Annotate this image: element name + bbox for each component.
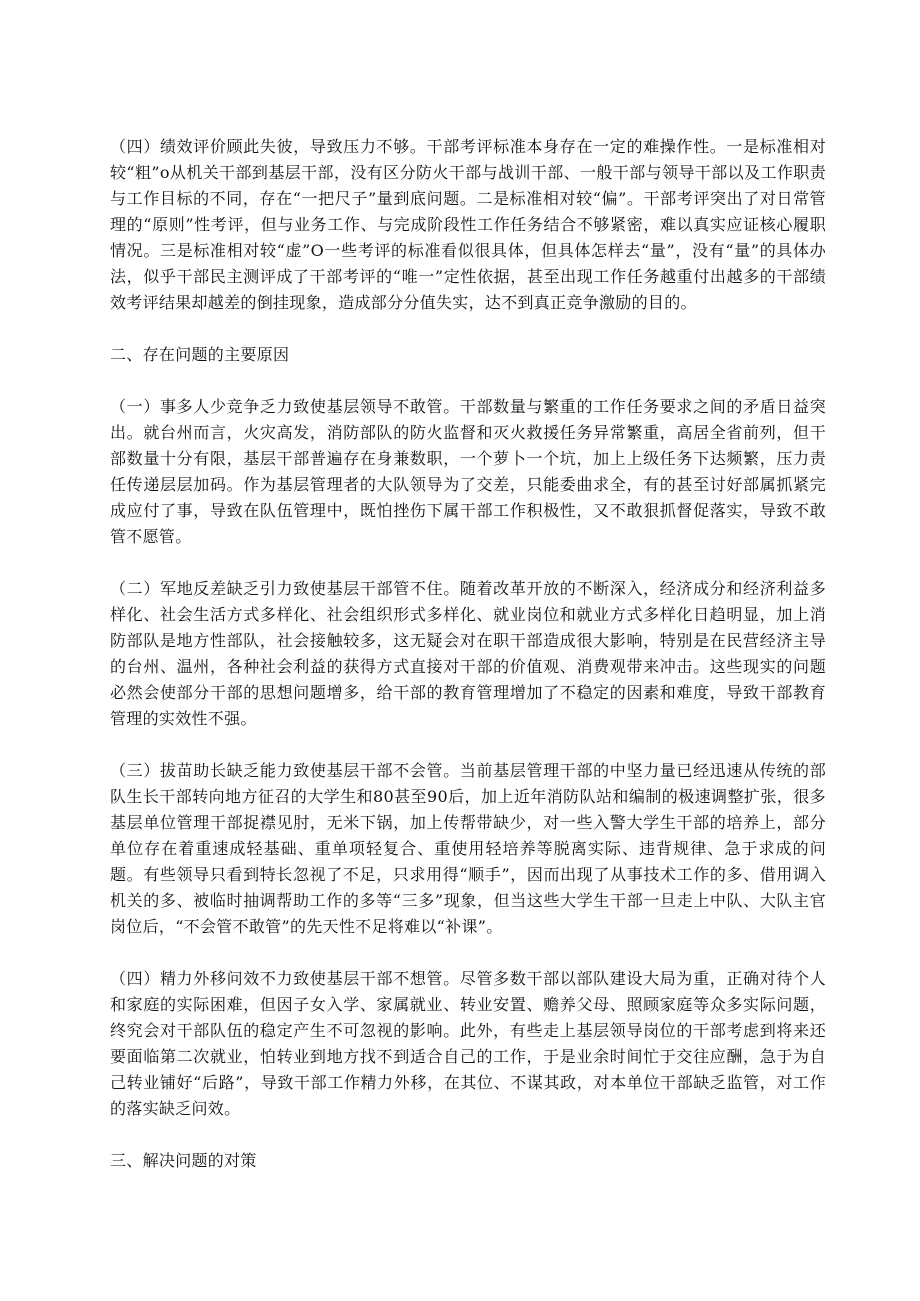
paragraph-cause-3: （三）拔苗助长缺乏能力致使基层干部不会管。当前基层管理干部的中坚力量已经迅速从传统的部队生长干部转向地方征召的大学生和80甚至90后，加上近年消防队站和编制的极速调整扩张，很多基层单位管理干部捉襟见肘，无米下锅，加上传帮带缺少，对一些入警大学生干部的培养上，部分单位存在着重速成轻基础、重单项轻复合、重使用轻培养等脱离实际、违背规律、急于求成的问题。有些领导只看到特长忽视了不足，只求用得“顺手”，因而出现了从事技术工作的多、借用调入机关的多、被临时抽调帮助工作的多等“三多”现象，但当这些大学生干部一旦走上中队、大队主官岗位后，“不会管不敢管”的先天性不足将难以“补课”。 <box>110 761 826 936</box>
section-heading-countermeasures: 三、解决问题的对策 <box>110 1151 257 1170</box>
paragraph-performance-evaluation: （四）绩效评价顾此失彼，导致压力不够。干部考评标准本身存在一定的难操作性。一是标准相对较“粗”o从机关干部到基层干部，没有区分防火干部与战训干部、一般干部与领导干部以及工作职责与工作目标的不同，存在“一把尺子”量到底问题。二是标准相对较“偏”。干部考评突出了对日常管理的“原则”性考评，但与业务工作、与完成阶段性工作任务结合不够紧密，难以真实应证核心履职情况。三是标准相对较“虚”O一些考评的标准看似很具体，但具体怎样去“量”，没有“量”的具体办法，似乎干部民主测评成了干部考评的“唯一”定性依据，甚至出现工作任务越重付出越多的干部绩效考评结果却越差的倒挂现象，造成部分分值失实，达不到真正竞争激励的目的。 <box>110 137 826 312</box>
section-heading-main-causes: 二、存在问题的主要原因 <box>110 345 290 364</box>
paragraph-cause-2: （二）军地反差缺乏引力致使基层干部管不住。随着改革开放的不断深入，经济成分和经济利益多样化、社会生活方式多样化、社会组织形式多样化、就业岗位和就业方式多样化日趋明显，加上消防部队是地方性部队，社会接触较多，这无疑会对在职干部造成很大影响，特别是在民营经济主导的台州、温州，各种社会利益的获得方式直接对干部的价值观、消费观带来冲击。这些现实的问题必然会使部分干部的思想问题增多，给干部的教育管理增加了不稳定的因素和难度，导致干部教育管理的实效性不强。 <box>110 579 826 728</box>
document-body <box>110 134 826 1200</box>
paragraph-cause-1: （一）事多人少竞争乏力致使基层领导不敢管。干部数量与繁重的工作任务要求之间的矛盾日益突出。就台州而言，火灾高发，消防部队的防火监督和灭火救援任务异常繁重，高居全省前列，但干部数量十分有限，基层干部普遍存在身兼数职，一个萝卜一个坑，加上上级任务下达频繁，压力责任传递层层加码。作为基层管理者的大队领导为了交差，只能委曲求全，有的甚至讨好部属抓紧完成应付了事，导致在队伍管理中，既怕挫伤下属干部工作积极性，又不敢狠抓督促落实，导致不敢管不愿管。 <box>110 397 826 546</box>
paragraph-cause-4: （四）精力外移问效不力致使基层干部不想管。尽管多数干部以部队建设大局为重，正确对待个人和家庭的实际困难，但因子女入学、家属就业、转业安置、赡养父母、照顾家庭等众多实际问题，终究会对干部队伍的稳定产生不可忽视的影响。此外，有些走上基层领导岗位的干部考虑到将来还要面临第二次就业，怕转业到地方找不到适合自己的工作，于是业余时间忙于交往应酬，急于为自己转业铺好“后路”，导致干部工作精力外移，在其位、不谋其政，对本单位干部缺乏监管，对工作的落实缺乏问效。 <box>110 969 826 1118</box>
